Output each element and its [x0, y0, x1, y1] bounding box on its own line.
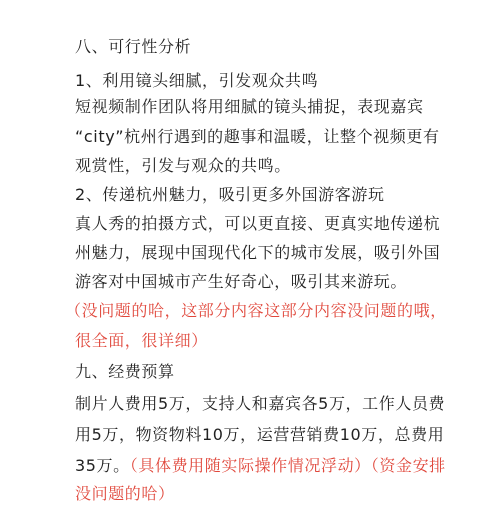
- budget-line: 用5万，物资物料10万，运营营销费10万，总费用: [75, 425, 445, 444]
- point-1-body-line: “city”杭州行遇到的趣事和温暖，让整个视频更有: [75, 127, 440, 146]
- reviewer-comment-line: 没问题的哈）: [75, 484, 175, 503]
- section-9-heading: 九、经费预算: [75, 362, 175, 381]
- reviewer-comment-inline: （具体费用随实际操作情况浮动）（资金安排: [129, 456, 446, 475]
- point-2-title: 2、传递杭州魅力，吸引更多外国游客游玩: [75, 185, 385, 204]
- budget-line: 制片人费用5万，支持人和嘉宾各5万，工作人员费: [75, 394, 446, 413]
- point-2-body-line: 州魅力，展现中国现代化下的城市发展，吸引外国: [75, 243, 441, 262]
- point-1-title: 1、利用镜头细腻，引发观众共鸣: [75, 71, 319, 90]
- point-1-body-line: 短视频制作团队将用细腻的镜头捕捉，表现嘉宾: [75, 97, 424, 116]
- point-1-body-line: 观赏性，引发与观众的共鸣。: [75, 156, 291, 175]
- reviewer-comment-line: （没问题的哈，这部分内容这部分内容没问题的哦，: [65, 301, 447, 320]
- point-2-body-line: 游客对中国城市产生好奇心，吸引其来游玩。: [75, 272, 408, 291]
- section-8-heading: 八、可行性分析: [75, 37, 192, 56]
- budget-line-mixed: [75, 455, 446, 477]
- budget-total: 35万。: [75, 456, 130, 475]
- point-2-body-line: 真人秀的拍摄方式，可以更直接、更真实地传递杭: [75, 214, 441, 233]
- reviewer-comment-line: 很全面，很详细）: [75, 331, 208, 350]
